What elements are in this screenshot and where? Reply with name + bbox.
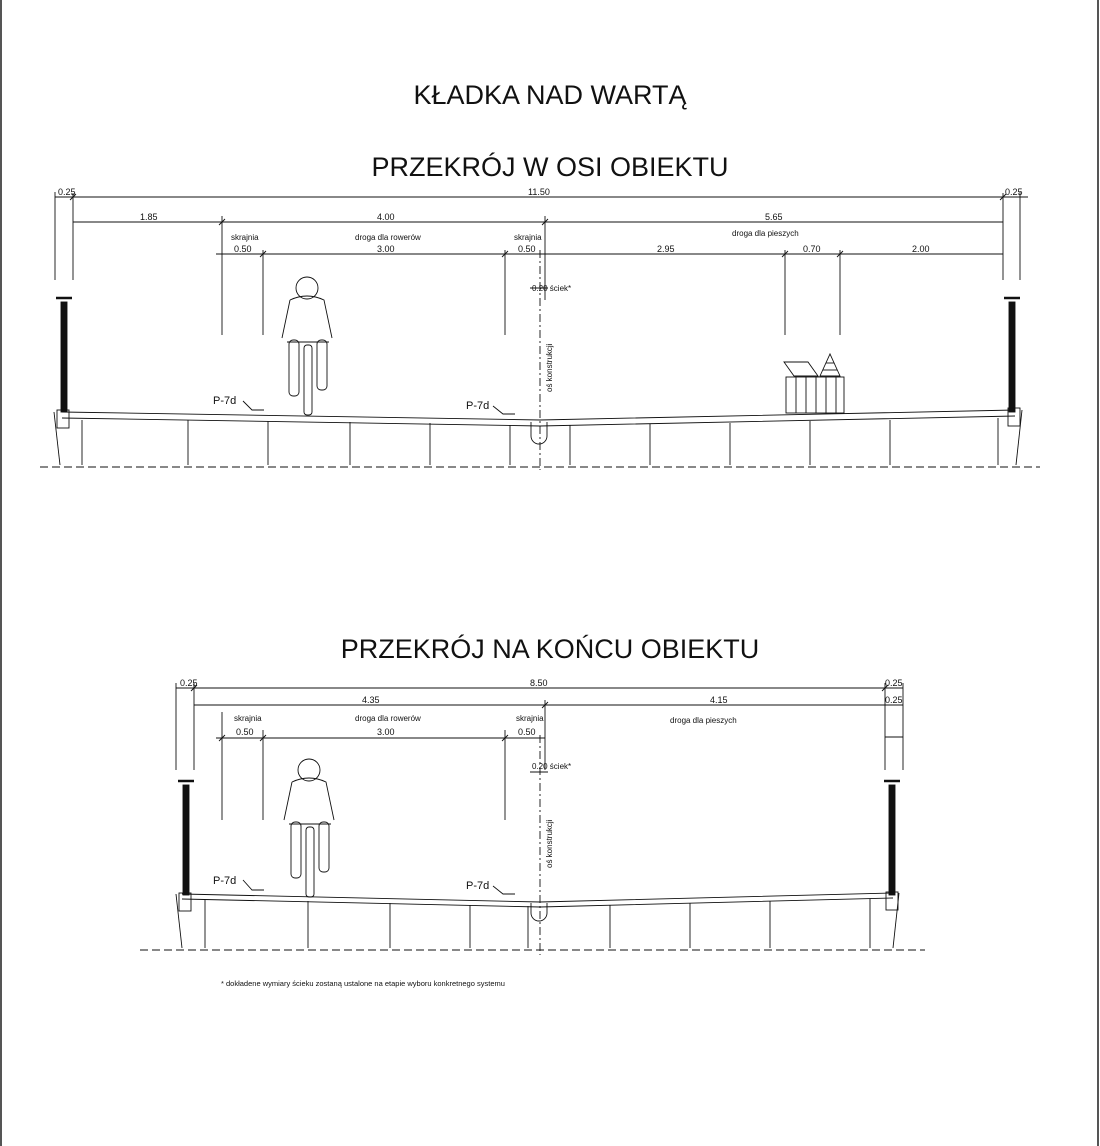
s2-dim-bike-zone: 4.35 xyxy=(362,695,380,705)
s2-sign-right: P-7d xyxy=(466,880,490,892)
s1-dim-skr-right: 0.50 xyxy=(518,244,536,254)
s1-dim-bike-zone: 4.00 xyxy=(377,212,395,222)
s2-zone-ped: droga dla pieszych xyxy=(670,716,737,725)
main-title: KŁADKA NAD WARTĄ xyxy=(413,80,687,110)
s2-sign-left: P-7d xyxy=(213,875,237,887)
s2-dim-edge-right: 0.25 xyxy=(885,678,903,688)
s2-zone-skrajnia-right: skrajnia xyxy=(516,714,544,723)
s1-dim-total: 11.50 xyxy=(528,187,550,197)
s2-dim-skr-left: 0.50 xyxy=(236,727,254,737)
s2-dim-ped-zone: 4.15 xyxy=(710,695,728,705)
s1-zone-bike: droga dla rowerów xyxy=(355,233,421,242)
s2-axis-label: oś konstrukcji xyxy=(545,819,554,868)
s1-dim-skr-left: 0.50 xyxy=(234,244,252,254)
s1-dim-edge-right: 0.25 xyxy=(1005,187,1023,197)
s1-dim-edge-left: 0.25 xyxy=(58,187,76,197)
s1-sign-right: P-7d xyxy=(466,400,490,412)
s1-zone-skrajnia-right: skrajnia xyxy=(514,233,542,242)
section1-title: PRZEKRÓJ W OSI OBIEKTU xyxy=(371,152,729,182)
s1-dim-ped-a: 2.95 xyxy=(657,244,675,254)
s2-dim-bike-lane: 3.00 xyxy=(377,727,395,737)
s1-dim-ped-b: 0.70 xyxy=(803,244,821,254)
s1-dim-left-margin: 1.85 xyxy=(140,212,158,222)
s2-zone-skrajnia-left: skrajnia xyxy=(234,714,262,723)
s1-zone-ped: droga dla pieszych xyxy=(732,229,799,238)
s1-zone-skrajnia-left: skrajnia xyxy=(231,233,259,242)
s1-dim-ped-zone: 5.65 xyxy=(765,212,783,222)
footnote: * dokładene wymiary ścieku zostaną ustalone na etapie wyboru konkretnego systemu xyxy=(221,979,505,988)
s2-dim-edge-left: 0.25 xyxy=(180,678,198,688)
s1-drain-label: 0.20 ściek* xyxy=(532,284,572,293)
s2-dim-skr-right: 0.50 xyxy=(518,727,536,737)
s1-sign-left: P-7d xyxy=(213,395,237,407)
s2-dim-total: 8.50 xyxy=(530,678,548,688)
s1-axis-label: oś konstrukcji xyxy=(545,343,554,392)
s2-drain-label: 0.20 ściek* xyxy=(532,762,572,771)
section2-title: PRZEKRÓJ NA KOŃCU OBIEKTU xyxy=(340,634,760,664)
s2-dim-edge-right2: 0.25 xyxy=(885,695,903,705)
s1-dim-ped-c: 2.00 xyxy=(912,244,930,254)
s1-dim-bike-lane: 3.00 xyxy=(377,244,395,254)
s2-zone-bike: droga dla rowerów xyxy=(355,714,421,723)
